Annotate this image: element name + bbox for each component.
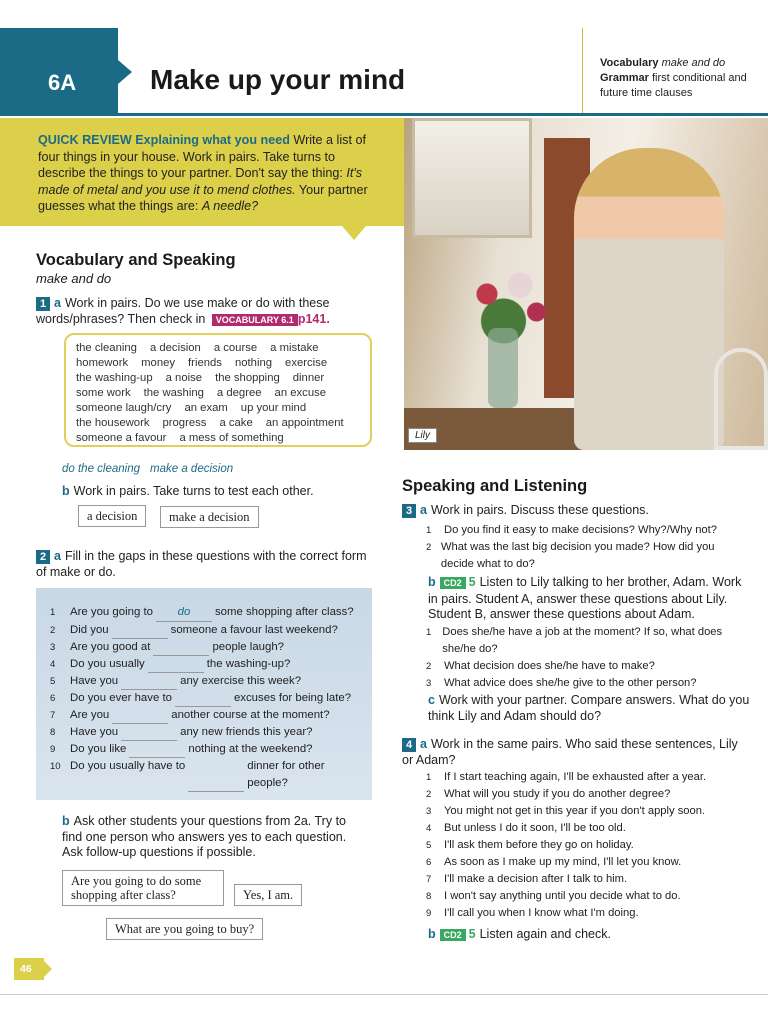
example-answers <box>62 463 243 475</box>
exercise-2b <box>62 814 368 861</box>
question-text: Do you usually have to <box>70 760 186 772</box>
exercise-4a-text: Work in the same pairs. Who said these sentences, Lily or Adam? <box>402 737 738 767</box>
speech-bubble: Yes, I am. <box>234 884 302 906</box>
question-text: another course at the moment? <box>171 709 330 721</box>
gap-question <box>50 656 372 673</box>
phrase: the washing-up <box>76 372 153 384</box>
phrase: exercise <box>285 357 328 369</box>
exercise-letter: b <box>428 575 436 589</box>
gap-fill-questions <box>36 588 372 800</box>
question-text: Are you good at <box>70 641 151 653</box>
exercise-number: 2 <box>36 550 50 564</box>
phrase-row <box>76 341 370 356</box>
item-text: If I start teaching again, I'll be exhausted after a year. <box>444 771 707 783</box>
item-number: 7 <box>426 874 432 885</box>
exercise-1a-text: Work in pairs. Do we use make or do with these words/phrases? Then check in <box>36 296 330 326</box>
phrase: friends <box>188 357 222 369</box>
phrase: homework <box>76 357 129 369</box>
phrase: an exam <box>184 402 228 414</box>
list-item <box>426 786 748 803</box>
photo-window <box>412 118 532 238</box>
exercise-3a-text: Work in pairs. Discuss these questions. <box>430 503 649 517</box>
answer-gap[interactable] <box>112 707 168 724</box>
cd-track-button[interactable]: CD2 <box>440 929 466 941</box>
question-text: excuses for being late? <box>233 692 352 704</box>
exercise-3b-text: Listen to Lily talking to her brother, Adam. Work in pairs. Student A, answer these questions about Lily. Student B, answer these questions about Adam. <box>428 575 742 621</box>
lesson-focus <box>600 56 756 101</box>
phrase: the shopping <box>215 372 280 384</box>
phrase: the cleaning <box>76 342 137 354</box>
item-number: 1 <box>426 627 432 638</box>
phrase: up your mind <box>240 402 307 414</box>
exercise-2b-text: Ask other students your questions from 2a. Try to find one person who answers yes to each question. Ask follow-up questions if possible. <box>62 814 347 859</box>
page-reference-link[interactable]: p141. <box>297 311 330 326</box>
exercise-1a <box>36 296 366 328</box>
phrase: someone laugh/cry <box>76 402 172 414</box>
question-text: Have you <box>70 675 119 687</box>
item-number: 2 <box>426 789 432 800</box>
photo-caption: Lily <box>408 428 437 443</box>
question-text: Have you <box>70 726 119 738</box>
exercise-letter: a <box>54 296 61 310</box>
list-item <box>426 803 748 820</box>
phrase-row <box>76 386 370 401</box>
question-number: 3 <box>50 642 56 653</box>
item-text: Does she/he have a job at the moment? If so, what does she/he do? <box>442 626 723 655</box>
exercise-letter: b <box>62 814 70 828</box>
track-number: 5 <box>468 575 476 589</box>
exercise-2a-text: Fill in the gaps in these questions with the correct form of make or do. <box>36 549 367 579</box>
list-item <box>426 769 748 786</box>
section-heading-vocab: Vocabulary and Speaking <box>36 251 236 269</box>
phrase-row <box>76 356 370 371</box>
exercise-letter: a <box>420 503 427 517</box>
phrase: a degree <box>216 387 262 399</box>
meta-vocab-value: make and do <box>661 57 726 69</box>
question-text: Do you like <box>70 743 127 755</box>
item-number: 5 <box>426 840 432 851</box>
phrase: a noise <box>165 372 203 384</box>
phrase: a mess of something <box>179 432 284 444</box>
item-text: What advice does she/he give to the other person? <box>444 677 697 689</box>
photo-chair <box>714 348 768 450</box>
phrase: a mistake <box>270 342 319 354</box>
page-number: 46 <box>14 958 44 980</box>
speech-bubble: make a decision <box>160 506 259 528</box>
item-number: 1 <box>426 525 432 536</box>
gap-question <box>50 741 372 758</box>
question-number: 5 <box>50 676 56 687</box>
question-text: the washing-up? <box>206 658 291 670</box>
gap-question <box>50 639 372 656</box>
list-item <box>426 539 748 573</box>
exercise-3b-list <box>426 624 748 692</box>
exercise-number: 1 <box>36 297 50 311</box>
header-rule <box>0 113 768 116</box>
exercise-4a-list <box>426 769 748 922</box>
phrase-row <box>76 371 370 386</box>
phrase: a decision <box>149 342 201 354</box>
question-number: 1 <box>50 607 56 618</box>
exercise-4b <box>428 927 750 944</box>
vocabulary-reference-button[interactable]: VOCABULARY 6.1 <box>212 314 298 326</box>
phrase: money <box>141 357 176 369</box>
item-text: What decision does she/he have to make? <box>444 660 655 672</box>
item-text: But unless I do it soon, I'll be too old. <box>444 822 626 834</box>
unit-tab-arrow <box>118 60 132 84</box>
page-number-arrow <box>44 961 52 977</box>
gap-question <box>50 673 372 690</box>
question-number: 10 <box>50 761 61 772</box>
item-number: 3 <box>426 678 432 689</box>
question-number: 6 <box>50 693 56 704</box>
quick-review-pointer <box>342 226 366 240</box>
question-text: Do you usually <box>70 658 145 670</box>
question-text: dinner for other people? <box>247 760 325 789</box>
phrase: a cake <box>219 417 253 429</box>
phrase: nothing <box>234 357 273 369</box>
exercise-letter: b <box>62 484 70 498</box>
answer-gap[interactable] <box>153 639 209 656</box>
gap-question <box>50 622 372 639</box>
quick-review-label: QUICK REVIEW Explaining what you need <box>38 133 290 147</box>
answer-gap[interactable] <box>129 741 185 758</box>
exercise-letter: a <box>420 737 427 751</box>
list-item <box>426 675 748 692</box>
item-text: I won't say anything until you decide what to do. <box>444 890 681 902</box>
unit-number: 6A <box>48 70 77 95</box>
answer-gap[interactable] <box>148 656 204 673</box>
meta-grammar-label: Grammar <box>600 72 649 84</box>
meta-grammar-value: first conditional and future time clauses <box>600 72 747 99</box>
exercise-number: 3 <box>402 504 416 518</box>
item-number: 6 <box>426 857 432 868</box>
item-text: You might not get in this year if you don't apply soon. <box>444 805 706 817</box>
exercise-letter: c <box>428 693 435 707</box>
quick-review-answer: A needle? <box>201 199 259 213</box>
phrase: someone a favour <box>76 432 167 444</box>
item-number: 8 <box>426 891 432 902</box>
exercise-1b-text: Work in pairs. Take turns to test each other. <box>73 484 314 498</box>
exercise-3c-text: Work with your partner. Compare answers. What do you think Lily and Adam should do? <box>428 693 750 723</box>
item-number: 9 <box>426 908 432 919</box>
example-answer: make a decision <box>150 463 234 475</box>
phrase: dinner <box>292 372 325 384</box>
item-text: What was the last big decision you made? How did you decide what to do? <box>440 541 715 570</box>
item-text: As soon as I make up my mind, I'll let you know. <box>444 856 682 868</box>
answer-gap[interactable] <box>188 758 244 792</box>
lily-photo <box>404 118 768 450</box>
item-number: 2 <box>426 661 432 672</box>
item-text: Do you find it easy to make decisions? Why?/Why not? <box>444 524 717 536</box>
item-text: What will you study if you do another degree? <box>444 788 671 800</box>
exercise-letter: b <box>428 927 436 941</box>
question-text: any exercise this week? <box>180 675 302 687</box>
item-number: 2 <box>426 542 432 553</box>
exercise-1b <box>62 484 314 500</box>
answer-gap[interactable] <box>121 724 177 741</box>
quick-review-text-2: Your partner guesses what the things are: <box>38 182 368 213</box>
track-number: 5 <box>468 927 476 941</box>
speech-bubble: What are you going to buy? <box>106 918 263 940</box>
quick-review-box <box>0 118 404 226</box>
list-item <box>426 905 748 922</box>
gap-question <box>50 690 372 707</box>
phrase-row <box>76 416 370 431</box>
list-item <box>426 837 748 854</box>
exercise-4b-text: Listen again and check. <box>479 927 611 941</box>
list-item <box>426 624 748 658</box>
section-subheading: make and do <box>36 271 112 286</box>
exercise-3a-list <box>426 522 748 573</box>
photo-vase <box>488 328 518 408</box>
item-text: I'll ask them before they go on holiday. <box>444 839 634 851</box>
exercise-2a <box>36 549 370 580</box>
exercise-number: 4 <box>402 738 416 752</box>
gap-question <box>50 724 372 741</box>
question-text: Do you ever have to <box>70 692 172 704</box>
phrase: an appointment <box>265 417 344 429</box>
answer-gap[interactable] <box>175 690 231 707</box>
exercise-3b <box>428 575 750 623</box>
list-item <box>426 854 748 871</box>
list-item <box>426 820 748 837</box>
gap-question <box>50 604 372 622</box>
phrase-row <box>76 401 370 416</box>
exercise-letter: a <box>54 549 61 563</box>
question-text: any new friends this year? <box>180 726 313 738</box>
phrase: an excuse <box>274 387 327 399</box>
phrase-box <box>64 333 372 447</box>
example-answer: do the cleaning <box>62 463 141 475</box>
item-number: 4 <box>426 823 432 834</box>
gap-question <box>50 707 372 724</box>
footer-rule <box>0 994 768 995</box>
exercise-3c <box>428 693 750 724</box>
item-number: 1 <box>426 772 432 783</box>
question-number: 7 <box>50 710 56 721</box>
question-text: people laugh? <box>212 641 285 653</box>
phrase: a course <box>213 342 258 354</box>
exercise-4a <box>402 737 748 768</box>
question-number: 2 <box>50 625 56 636</box>
cd-track-button[interactable]: CD2 <box>440 577 466 589</box>
question-text: someone a favour last weekend? <box>170 624 338 636</box>
exercise-3a <box>402 503 748 519</box>
phrase: the housework <box>76 417 150 429</box>
phrase: progress <box>162 417 207 429</box>
speech-bubble: Are you going to do some shopping after class? <box>62 870 224 906</box>
list-item <box>426 522 748 539</box>
question-text: some shopping after class? <box>214 606 354 618</box>
quick-review-example: It's made of metal and you use it to mend clothes. <box>38 166 363 197</box>
quick-review-text: Write a list of four things in your house. Work in pairs. Take turns to describe the things to your partner. Don't say the thing: <box>38 133 366 180</box>
question-number: 8 <box>50 727 56 738</box>
question-number: 9 <box>50 744 56 755</box>
answer-gap[interactable] <box>112 622 168 639</box>
page-title: Make up your mind <box>150 64 406 95</box>
question-number: 4 <box>50 659 56 670</box>
speech-bubble: a decision <box>78 505 146 527</box>
list-item <box>426 871 748 888</box>
section-heading-speaking: Speaking and Listening <box>402 477 588 495</box>
item-number: 3 <box>426 806 432 817</box>
gap-question <box>50 758 372 792</box>
answer-gap[interactable] <box>121 673 177 690</box>
question-text: nothing at the weekend? <box>188 743 313 755</box>
answer-gap[interactable]: do <box>156 604 212 622</box>
list-item <box>426 888 748 905</box>
phrase-row <box>76 431 370 446</box>
question-text: Are you <box>70 709 110 721</box>
phrase: the washing <box>143 387 204 399</box>
item-text: I'll make a decision after I talk to him. <box>444 873 628 885</box>
phrase: some work <box>76 387 131 399</box>
question-text: Did you <box>70 624 109 636</box>
item-text: I'll call you when I know what I'm doing. <box>444 907 639 919</box>
list-item <box>426 658 748 675</box>
unit-tab <box>0 28 118 114</box>
header-divider <box>582 28 583 114</box>
question-text: Are you going to <box>70 606 153 618</box>
photo-woman-on-phone <box>574 148 724 450</box>
meta-vocab-label: Vocabulary <box>600 57 659 69</box>
